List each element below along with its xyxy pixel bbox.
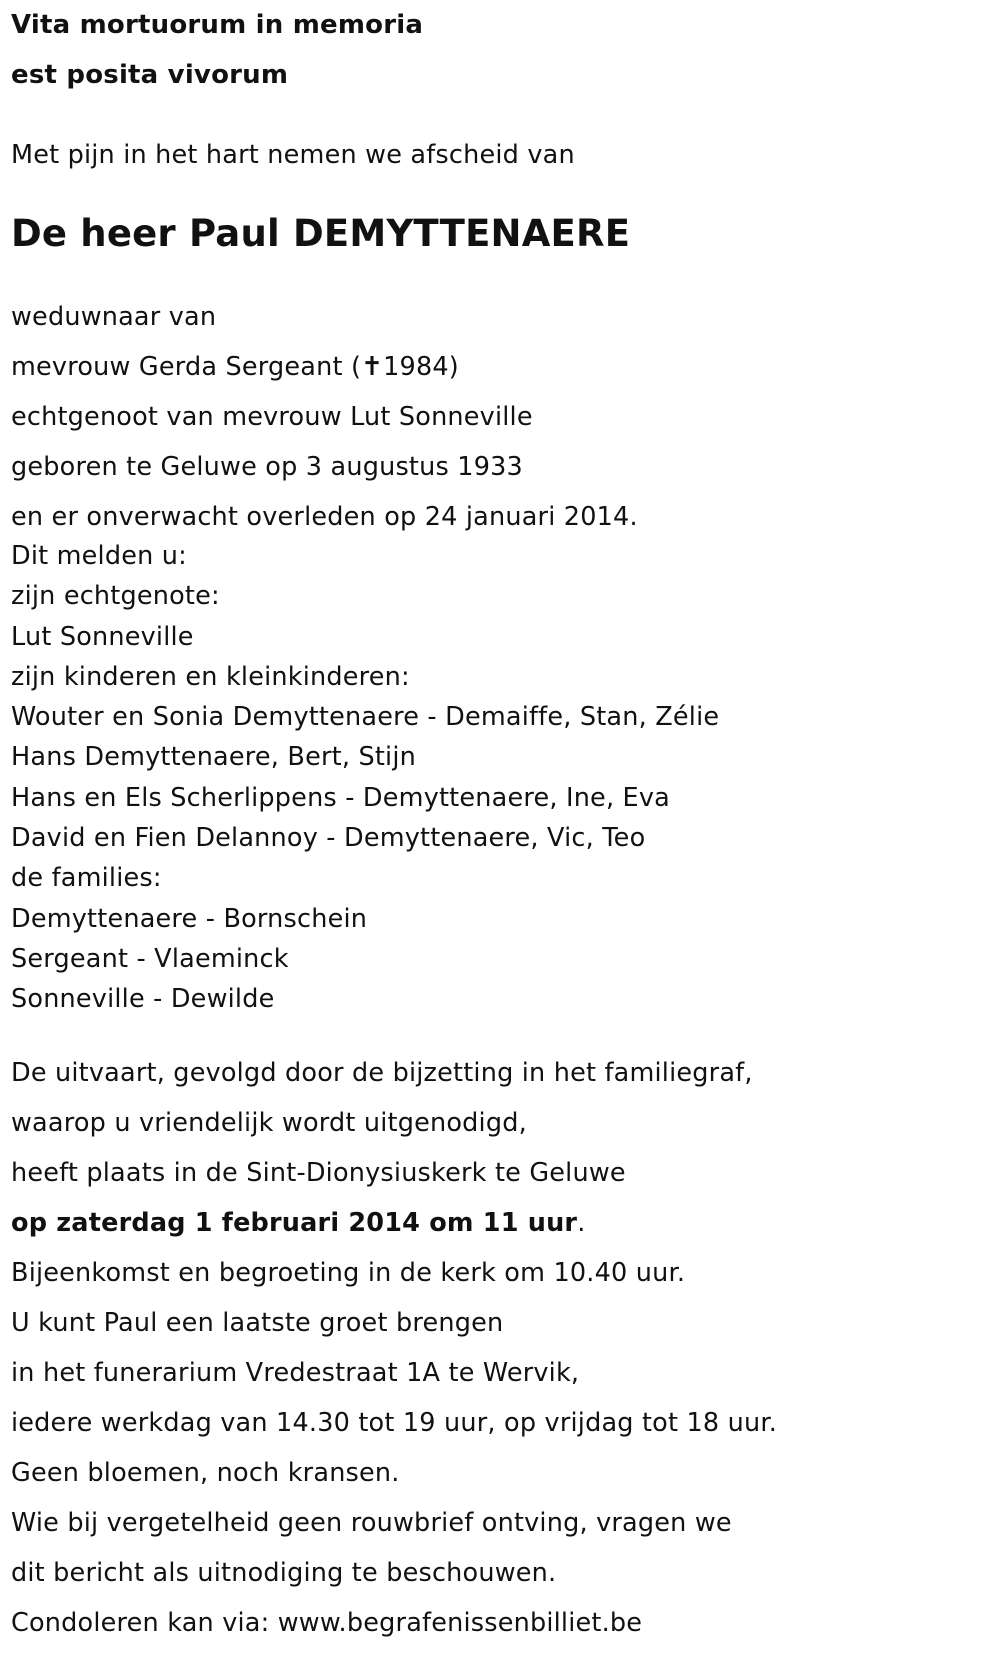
funeral-line: in het funerarium Vredestraat 1A te Wervik, (11, 1357, 580, 1388)
cross-icon: ✝ (361, 352, 384, 382)
family-line: Dit melden u: (11, 541, 187, 571)
condolence-line: Condoleren kan via: www.begrafenissenbilliet.be (11, 1607, 643, 1638)
funeral-line: Geen bloemen, noch kransen. (11, 1457, 400, 1488)
birth-line: geboren te Geluwe op 3 augustus 1933 (11, 452, 523, 482)
funeral-line: De uitvaart, gevolgd door de bijzetting in het familiegraf, (11, 1057, 753, 1088)
funeral-date: op zaterdag 1 februari 2014 om 11 uur (11, 1207, 578, 1238)
late-wife-year: 1984) (383, 352, 459, 382)
deceased-name: De heer Paul DEMYTTENAERE (11, 212, 631, 255)
funeral-date-suffix: . (577, 1207, 586, 1238)
family-line: zijn echtgenote: (11, 581, 220, 612)
death-line: en er onverwacht overleden op 24 januari 2014. (11, 502, 638, 532)
family-list (11, 536, 1000, 1020)
family-line: Lut Sonneville (11, 621, 194, 652)
widower-of: weduwnaar van (11, 302, 217, 332)
funeral-line: heeft plaats in de Sint-Dionysiuskerk te Geluwe (11, 1157, 626, 1188)
family-line: Sergeant - Vlaeminck (11, 943, 289, 974)
family-line: Demyttenaere - Bornschein (11, 903, 368, 934)
funeral-line: U kunt Paul een laatste groet brengen (11, 1307, 504, 1338)
funeral-line: waarop u vriendelijk wordt uitgenodigd, (11, 1107, 527, 1138)
funeral-date-line (11, 1198, 1000, 1248)
family-line: David en Fien Delannoy - Demyttenaere, Vic, Teo (11, 823, 646, 854)
funeral-line: Wie bij vergetelheid geen rouwbrief ontving, vragen we (11, 1507, 732, 1538)
funeral-line: dit bericht als uitnodiging te beschouwen. (11, 1557, 557, 1588)
motto-line-2: est posita vivorum (11, 60, 289, 90)
family-line: Hans en Els Scherlippens - Demyttenaere, Ine, Eva (11, 782, 670, 813)
family-line: Sonneville - Dewilde (11, 984, 275, 1015)
funeral-details (11, 1048, 1000, 1648)
family-line: Wouter en Sonia Demyttenaere - Demaiffe, Stan, Zélie (11, 702, 720, 733)
family-line: de families: (11, 863, 162, 894)
motto-line-1: Vita mortuorum in memoria (11, 10, 424, 40)
spacer (11, 1020, 1000, 1048)
late-wife-name: mevrouw Gerda Sergeant ( (11, 352, 362, 382)
funeral-line: Bijeenkomst en begroeting in de kerk om 10.40 uur. (11, 1257, 686, 1288)
family-line: zijn kinderen en kleinkinderen: (11, 661, 410, 692)
intro-text: Met pijn in het hart nemen we afscheid van (11, 140, 575, 170)
funeral-line: iedere werkdag van 14.30 tot 19 uur, op vrijdag tot 18 uur. (11, 1407, 778, 1438)
spouse-line: echtgenoot van mevrouw Lut Sonneville (11, 402, 533, 432)
late-wife (11, 342, 1000, 392)
family-line: Hans Demyttenaere, Bert, Stijn (11, 742, 416, 773)
